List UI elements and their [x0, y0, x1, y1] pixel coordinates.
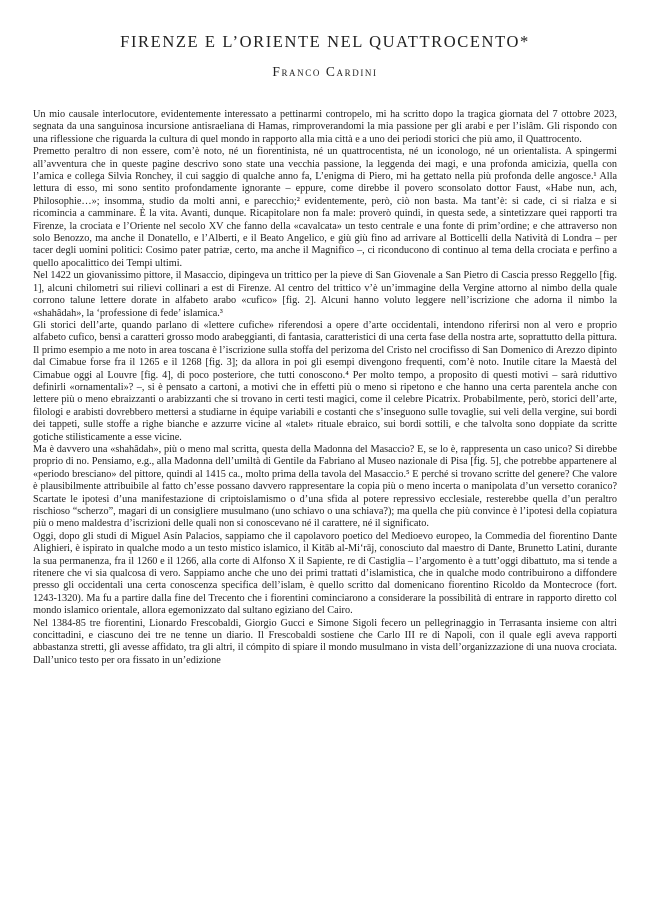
article-body — [33, 109, 617, 667]
paragraph: Ma è davvero una «shahâdah», più o meno mal scritta, questa della Madonna del Masaccio? E, se lo è, rappresenta un caso unico? Si direbbe proprio di no. Pensiamo, e.g., alla Madonna dell’umiltà di Gentile da Fabriano al Museo nazionale di Pisa [fig. 5], che potrebbe appartenere al «periodo bresciano» del pittore, quindi al 1415 ca., molto prima della tavola del Masaccio.⁵ E perché si trovano scritte del genere? Che valore è plausibilmente attribuibile al fatto ch’esse possano davvero rappresentare la copia più o meno incerta o manipolata d’un versetto coranico? Scartate le ipotesi d’una manifestazione di criptoislamismo o d’una sfida al potere repressivo ecclesiale, resterebbe quella d’un peraltro rischioso “scherzo”, magari di un consigliere musulmano (uno schiavo o una schiava?); ma quella che più convince è l’ipotesi della copiatura più o meno maldestra d’iscrizioni delle quali non si conoscevano né il carattere, né il significato. — [33, 443, 617, 530]
paragraph: Gli storici dell’arte, quando parlano di «lettere cufiche» riferendosi a opere d’arte occidentali, intendono riferirsi non al vero e proprio alfabeto cufico, bensì a caratteri grosso modo arabeggianti, di fantasia, caratteristici di una certa fase della nostra arte, soprattutto della pittura. Il primo esempio a me noto in area toscana è l’iscrizione sulla stoffa del perizoma del Cristo nel crocifisso di San Domenico di Arezzo dipinto dal Cimabue forse fra il 1265 e il 1268 [fig. 3]; da allora in poi gli esempi divengono frequenti, com’è noto. Inutile citare la Maestà del Cimabue oggi al Louvre [fig. 4], di poco posteriore, che tutti conoscono.⁴ Per molto tempo, a proposito di questi motivi – sarà riduttivo definirli «ornamentali»? –, si è pensato a cartoni, a motivi che in effetti più o meno si ripetono e che hanno una certa parentela anche con lettere più o meno ebraizzanti o arabizzanti che si trovano in certi testi magici, come il celebre Picatrix. Probabilmente, però, storici dell’arte, filologi e arabisti dovrebbero mettersi a studiarne in équipe variabili e costanti che s’inseguono sulle tovaglie, sui veli della vergine, sui bordi dei tappeti, sulle stoffe a righe bianche e azzurre vicine al «talet» rituale ebraico, sui bordi sottili, e che talvolta sono doppiate da scritte gotiche stilisticamente a esse vicine. — [33, 319, 617, 443]
paragraph: Un mio causale interlocutore, evidentemente interessato a pettinarmi contropelo, mi ha scritto dopo la tragica giornata del 7 ottobre 2023, segnata da una sanguinosa incursione antisraeliana di Hamas, rimproverandomi la mia passione per gli arabi e per l’islâm. Gli rispondo con una riflessione che riguarda la cultura di quel mondo in rapporto alla mia città e a uno dei periodi storici che più amo, il Quattrocento. — [33, 109, 617, 145]
article-title: FIRENZE E L’ORIENTE NEL QUATTROCENTO* — [120, 32, 530, 51]
paragraph: Nel 1422 un giovanissimo pittore, il Masaccio, dipingeva un trittico per la pieve di San Giovenale a San Pietro di Cascia presso Reggello [fig. 1], alcuni chilometri sui rilievi collinari a est di Firenze. Al centro del trittico v’è un’immagine della Vergine attorno al nimbo della quale corrono talune lettere dorate in alfabeto arabo «cufico» [fig. 2]. Alcuni hanno voluto leggere nell’iscrizione che adorna il nimbo la «shahâdah», la ‘professione di fede’ islamica.³ — [33, 270, 617, 319]
paragraph: Oggi, dopo gli studi di Miguel Asín Palacios, sappiamo che il capolavoro poetico del Medioevo europeo, la Commedia del fiorentino Dante Alighieri, è ispirato in qualche modo a un testo mistico islamico, il Kitāb al-Mi‘rāj, conosciuto dal maestro di Dante, Brunetto Latini, durante la sua permanenza, fra il 1260 e il 1266, alla corte di Alfonso X il Sapiente, re di Castiglia – l’argomento è a tutt’oggi dibattuto, ma si tende a ritenere che vi sia qualcosa di vero. Sappiamo anche che uno dei primi trattati d’islamistica, che in qualche modo contribuirono a diffondere presso gli occidentali una certa conoscenza specifica dell’islam, è quello scritto dal domenicano fiorentino Ricoldo da Montecroce (fort. 1243-1320). Ma fu a partire dalla fine del Trecento che i fiorentini cominciarono a considerare la possibilità di entrare in rapporto diretto col mondo islamico orientale, allora egemonizzato dal sultano egiziano del Cairo. — [33, 530, 617, 617]
paragraph: Nel 1384-85 tre fiorentini, Lionardo Frescobaldi, Giorgio Gucci e Simone Sigoli fecero un pellegrinaggio in Terrasanta insieme con altri concittadini, e ciascuno dei tre ne tenne un diario. Il Frescobaldi sostiene che Carlo III re di Napoli, con il quale egli aveva rapporti abbastanza stretti, gli avesse affidato, tra gli altri, il cómpito di spiare il mondo musulmano in vista dell’organizzazione di una nuova crociata. Dall’unico testo per ora fissato in un’edizione — [33, 617, 617, 666]
article-author: Franco Cardini — [272, 64, 378, 79]
paragraph: Premetto peraltro di non essere, com’è noto, né un fiorentinista, né un quattrocentista, né un iconologo, né un orientalista. A spingermi all’avventura che in queste pagine descrivo sono state una vecchia passione, la leggenda dei magi, e una profonda amicizia, quella con l’amica e collega Silvia Ronchey, il cui saggio di qualche anno fa, L’enigma di Piero, mi ha gettato nella più profonda delle angosce.¹ Alla lettura di esso, mi sono sentito profondamente ignorante – eppure, come direbbe il povero sconsolato dottor Faust, «Habe nun, ach, Philosophie…»; insomma, studio da molti anni, e parecchio;² evidentemente, però, ciò non basta. Ma tant’è: si cade, ci si rialza e si ricomincia a camminare. È la vita. Avanti, dunque. Ricapitolare non fa male: proverò quindi, in questa sede, a sintetizzare quei rapporti tra Firenze, la crociata e l’Oriente nel secolo XV che fanno della «cavalcata» un testo centrale e una fonte di prim’ordine; e che attraverso non solo Benozzo, ma anche il Donatello, e l’Alberti, e il Beato Angelico, e giù giù fino ad arrivare al Botticelli della Natività di Londra – per tacer degli uomini politici: Cosimo pater patriæ, certo, ma anche il Magnifico –, ci riconducono di continuo al tema della crociata e perfino a quello apocalittico dei Tempi ultimi. — [33, 146, 617, 269]
